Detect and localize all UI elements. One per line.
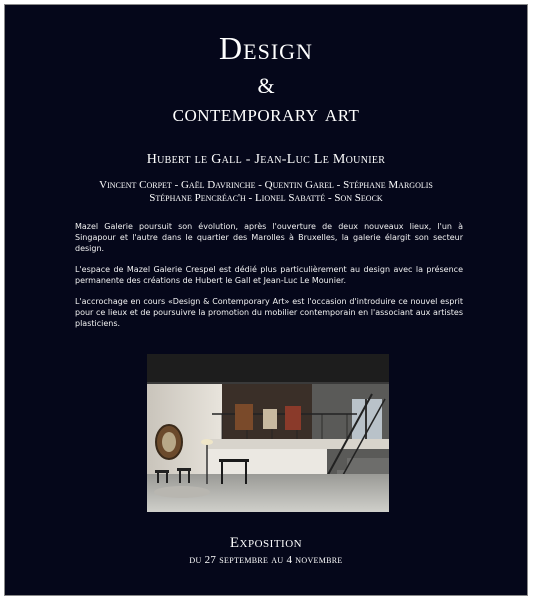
exposition-heading: Exposition (229, 535, 303, 551)
gallery-interior-image (147, 354, 389, 512)
description (75, 221, 463, 339)
title-design: Design (219, 30, 313, 66)
title-ampersand: & (257, 73, 275, 98)
artists-list (5, 179, 527, 205)
artists-line-1: Vincent Corpet - Gaël Davrinche - Quentin Garel - Stéphane Margolis (99, 179, 433, 191)
artists-line-2: Stéphane Pencréac'h - Lionel Sabatté - Son Seock (149, 192, 383, 204)
paragraph-1: Mazel Galerie poursuit son évolution, après l'ouverture de deux nouveaux lieux, l'un à Singapour et l'autre dans le quartier des Marolles à Bruxelles, la galerie élargit son secteur design. (75, 222, 463, 253)
paragraph-2: L'espace de Mazel Galerie Crespel est dédié plus particulièrement au design avec la présence permanente des créations de Hubert le Gall et Jean-Luc Le Mounier. (75, 265, 463, 285)
flyer (4, 4, 528, 596)
gallery-photo (147, 354, 389, 512)
paragraph-3: L'accrochage en cours «Design & Contemporary Art» est l'occasion d'introduire ce nouvel esprit pour ce lieux et de poursuivre la promotion du mobilier contemporain en l'associant aux artistes plasticiens. (75, 297, 463, 328)
designers-heading: Hubert le Gall - Jean-Luc Le Mounier (146, 152, 386, 167)
exposition-dates: du 27 septembre au 4 novembre (189, 554, 343, 566)
title-contemporary-art: contemporary art (172, 101, 360, 127)
